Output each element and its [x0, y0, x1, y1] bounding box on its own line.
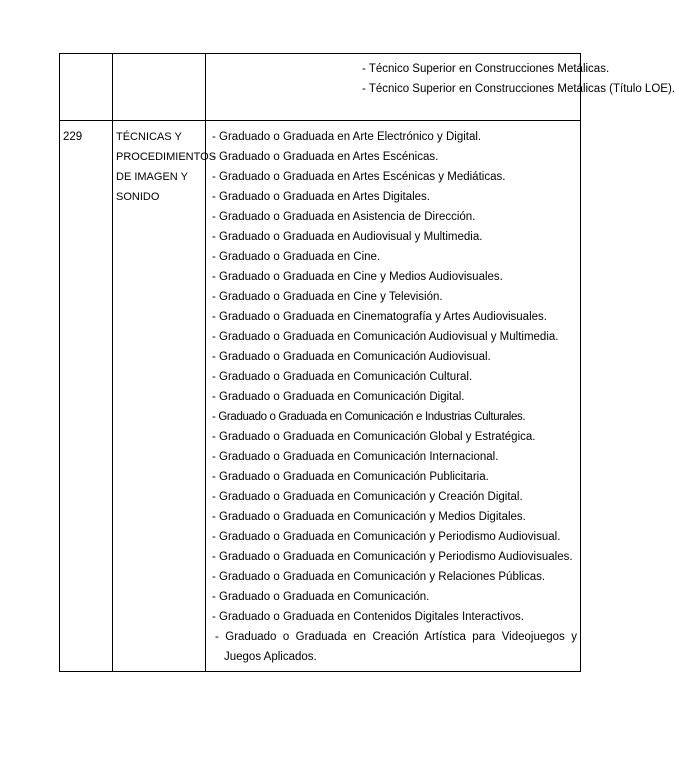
- list-item: - Graduado o Graduada en Cine y Medios Audiovisuales.: [212, 271, 503, 283]
- specialty-name: [113, 121, 217, 207]
- qualifications-list: [356, 59, 675, 99]
- list-item: - Graduado o Graduada en Comunicación Publicitaria.: [212, 471, 489, 483]
- table-row: [60, 121, 581, 672]
- specialty-name-line: DE IMAGEN Y: [116, 171, 188, 183]
- list-item: - Graduado o Graduada en Comunicación y Periodismo Audiovisual.: [212, 531, 561, 543]
- list-item: - Graduado o Graduada en Cine y Televisión.: [212, 291, 443, 303]
- qualifications-list: [206, 127, 580, 667]
- specialty-number-cell: [60, 121, 113, 672]
- specialty-number-cell: [60, 54, 113, 121]
- list-item: - Graduado o Graduada en Comunicación Audiovisual.: [212, 351, 491, 363]
- list-item: - Graduado o Graduada en Comunicación Digital.: [212, 391, 465, 403]
- list-item: - Graduado o Graduada en Cine.: [212, 251, 381, 263]
- list-item: - Graduado o Graduada en Artes Escénicas.: [212, 151, 439, 163]
- list-item: - Graduado o Graduada en Asistencia de Dirección.: [212, 211, 476, 223]
- list-item: - Graduado o Graduada en Comunicación Audiovisual y Multimedia.: [212, 331, 559, 343]
- list-item: - Graduado o Graduada en Contenidos Digitales Interactivos.: [212, 611, 524, 623]
- specialty-name-line: PROCEDIMIENTOS: [116, 151, 217, 163]
- list-item: - Graduado o Graduada en Comunicación e Industrias Culturales.: [212, 411, 526, 423]
- specialty-number: 229: [63, 131, 83, 143]
- specialty-name-cell: [113, 54, 206, 121]
- list-item: - Graduado o Graduada en Comunicación y Relaciones Públicas.: [212, 571, 546, 583]
- list-item: - Graduado o Graduada en Comunicación Cultural.: [212, 371, 473, 383]
- list-item: - Graduado o Graduada en Comunicación Global y Estratégica.: [212, 431, 536, 443]
- list-item: - Graduado o Graduada en Artes Escénicas y Mediáticas.: [212, 171, 506, 183]
- specialty-name-line: SONIDO: [116, 191, 160, 203]
- list-item: - Graduado o Graduada en Cinematografía y Artes Audiovisuales.: [212, 311, 547, 323]
- list-item: - Graduado o Graduada en Comunicación y Periodismo Audiovisuales.: [212, 551, 573, 563]
- list-item: - Graduado o Graduada en Comunicación y Creación Digital.: [212, 491, 523, 503]
- list-item: [212, 627, 577, 667]
- list-item: - Técnico Superior en Construcciones Metálicas (Título LOE).: [362, 83, 675, 95]
- list-item: - Graduado o Graduada en Comunicación.: [212, 591, 430, 603]
- list-item-text: - Graduado o Graduada en Creación Artística para Videojuegos y Juegos Aplicados.: [215, 631, 577, 663]
- specialty-name-cell: [113, 121, 217, 672]
- table-row: [60, 54, 581, 121]
- list-item: - Graduado o Graduada en Audiovisual y Multimedia.: [212, 231, 483, 243]
- list-item: - Graduado o Graduada en Comunicación y Medios Digitales.: [212, 511, 526, 523]
- list-item: - Graduado o Graduada en Comunicación Internacional.: [212, 451, 499, 463]
- list-item: - Graduado o Graduada en Arte Electrónico y Digital.: [212, 131, 482, 143]
- specialty-name-line: TÉCNICAS Y: [116, 131, 182, 143]
- qualifications-table: [59, 53, 675, 672]
- qualifications-cell: [206, 54, 675, 121]
- list-item: - Técnico Superior en Construcciones Metálicas.: [362, 63, 610, 75]
- list-item: - Graduado o Graduada en Artes Digitales.: [212, 191, 430, 203]
- qualifications-cell: [206, 121, 581, 672]
